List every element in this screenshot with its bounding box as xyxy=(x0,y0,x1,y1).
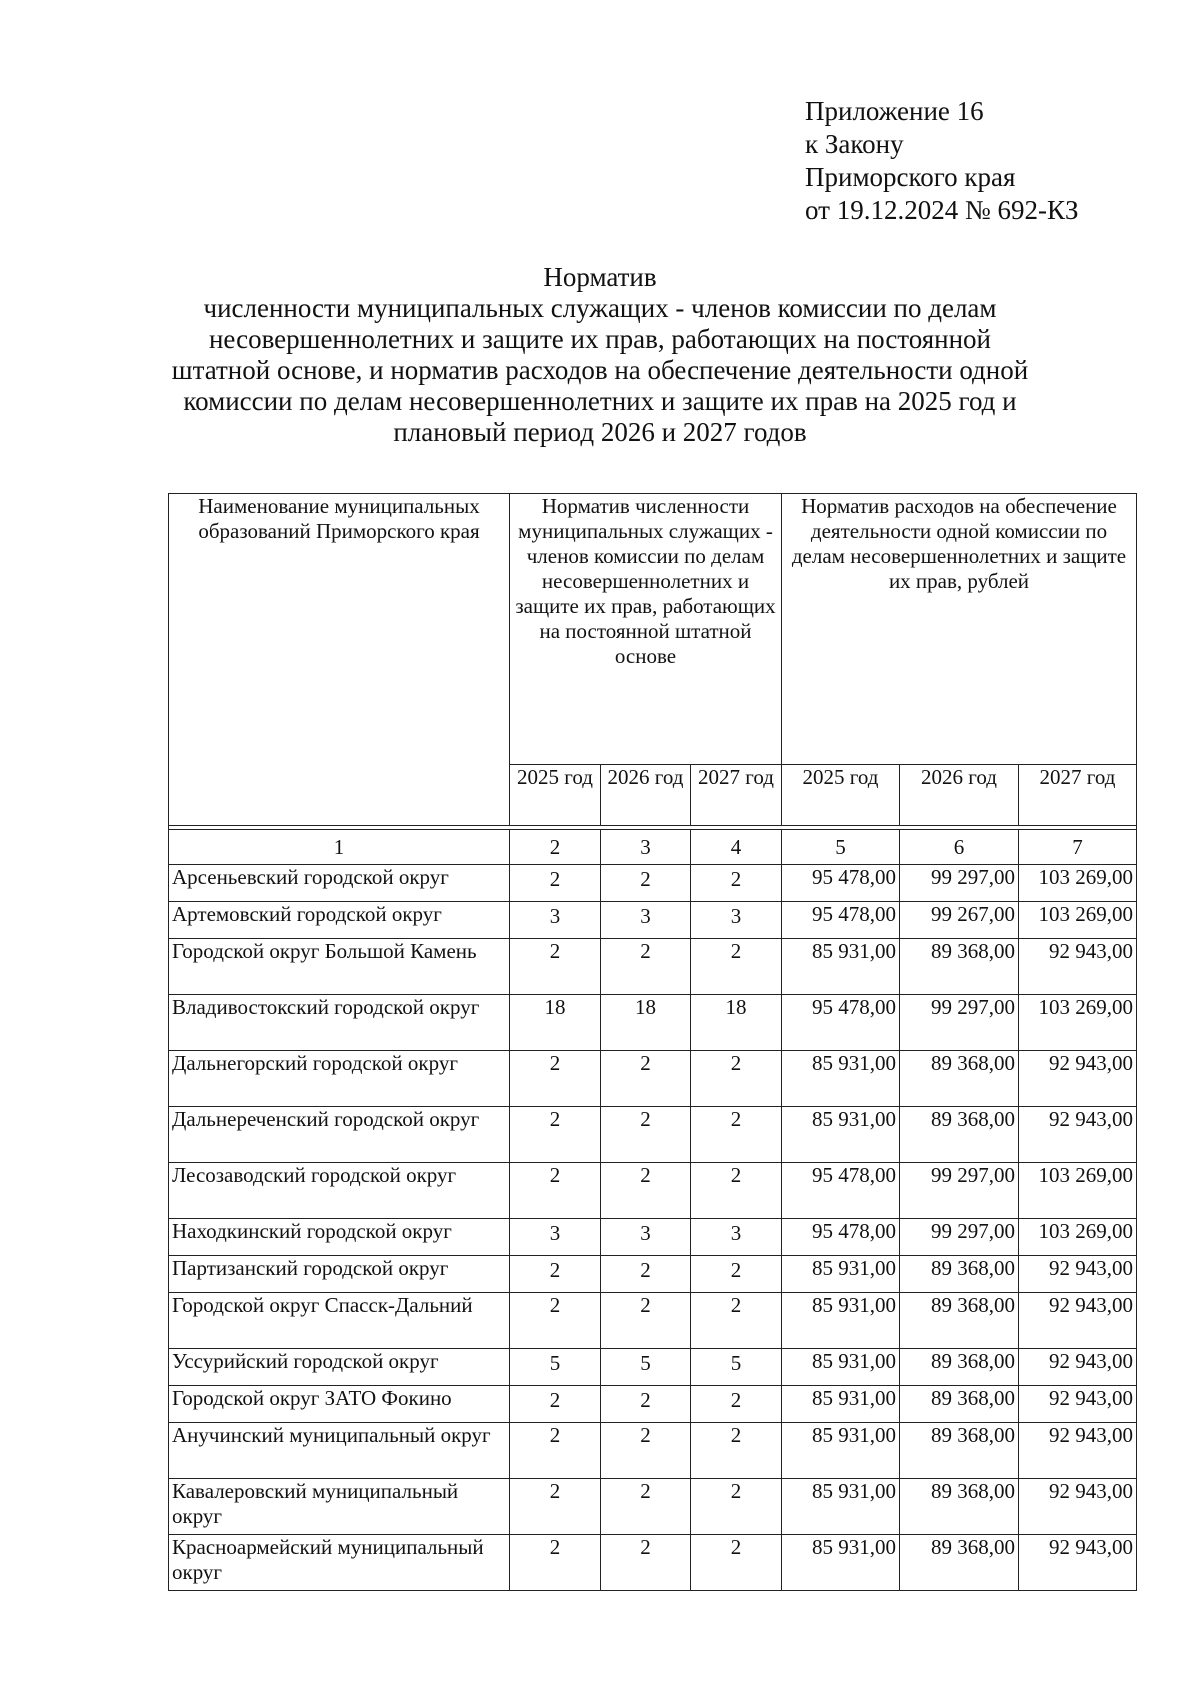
staff-2027: 3 xyxy=(691,1219,782,1256)
cost-2026: 89 368,00 xyxy=(900,1256,1019,1293)
municipality-name: Артемовский городской округ xyxy=(169,902,510,939)
staff-2027: 2 xyxy=(691,1535,782,1591)
table-row xyxy=(169,1107,1137,1163)
municipality-name: Находкинский городской округ xyxy=(169,1219,510,1256)
table-row xyxy=(169,1293,1137,1349)
cost-2025: 85 931,00 xyxy=(782,939,900,995)
cost-2026: 89 368,00 xyxy=(900,1293,1019,1349)
staff-2026: 18 xyxy=(601,995,691,1051)
cost-2026: 89 368,00 xyxy=(900,1386,1019,1423)
staff-2027: 18 xyxy=(691,995,782,1051)
cost-2027: 103 269,00 xyxy=(1019,902,1137,939)
municipality-name: Городской округ ЗАТО Фокино xyxy=(169,1386,510,1423)
appendix-date: от 19.12.2024 № 692-КЗ xyxy=(805,195,1079,225)
staff-2027: 2 xyxy=(691,1256,782,1293)
column-index: 3 xyxy=(601,830,691,865)
cost-2026: 99 297,00 xyxy=(900,1219,1019,1256)
cost-2025: 85 931,00 xyxy=(782,1107,900,1163)
municipality-name: Лесозаводский городской округ xyxy=(169,1163,510,1219)
municipality-name: Арсеньевский городской округ xyxy=(169,865,510,902)
cost-2027: 103 269,00 xyxy=(1019,995,1137,1051)
municipality-name: Городской округ Спасск-Дальний xyxy=(169,1293,510,1349)
cost-2026: 89 368,00 xyxy=(900,1051,1019,1107)
header-cost-year: 2026 год xyxy=(900,765,1019,826)
column-index: 6 xyxy=(900,830,1019,865)
cost-2026: 89 368,00 xyxy=(900,1535,1019,1591)
cost-2027: 92 943,00 xyxy=(1019,1349,1137,1386)
staff-2027: 5 xyxy=(691,1349,782,1386)
staff-2025: 3 xyxy=(510,1219,601,1256)
staff-2026: 5 xyxy=(601,1349,691,1386)
appendix-region: Приморского края xyxy=(805,162,1016,192)
cost-2026: 89 368,00 xyxy=(900,1479,1019,1535)
cost-2025: 95 478,00 xyxy=(782,865,900,902)
cost-2025: 95 478,00 xyxy=(782,1163,900,1219)
staff-2026: 2 xyxy=(601,1386,691,1423)
cost-2025: 95 478,00 xyxy=(782,1219,900,1256)
table-row xyxy=(169,1423,1137,1479)
staff-2026: 2 xyxy=(601,1107,691,1163)
table-row xyxy=(169,1349,1137,1386)
cost-2025: 85 931,00 xyxy=(782,1479,900,1535)
cost-2027: 92 943,00 xyxy=(1019,1051,1137,1107)
table-row xyxy=(169,865,1137,902)
title-line: несовершеннолетних и защите их прав, работающих на постоянной xyxy=(208,324,991,354)
staff-2027: 2 xyxy=(691,1163,782,1219)
staff-2026: 2 xyxy=(601,865,691,902)
column-index-row xyxy=(169,830,1137,865)
staff-2027: 2 xyxy=(691,1107,782,1163)
cost-2025: 85 931,00 xyxy=(782,1256,900,1293)
header-staff-norm: Норматив численности муниципальных служащих - членов комиссии по делам несовершеннолетних и защите их прав, работающих на постоянной штатной основе xyxy=(510,494,782,765)
cost-2026: 99 297,00 xyxy=(900,995,1019,1051)
staff-2025: 2 xyxy=(510,1479,601,1535)
cost-2026: 99 297,00 xyxy=(900,865,1019,902)
title-line: штатной основе, и норматив расходов на обеспечение деятельности одной xyxy=(171,355,1029,385)
staff-2027: 2 xyxy=(691,1293,782,1349)
table-row xyxy=(169,1535,1137,1591)
staff-2026: 3 xyxy=(601,1219,691,1256)
staff-2025: 18 xyxy=(510,995,601,1051)
municipality-name: Кавалеровский муниципальный округ xyxy=(169,1479,510,1535)
table-row xyxy=(169,1163,1137,1219)
table-row xyxy=(169,939,1137,995)
municipality-name: Дальнегорский городской округ xyxy=(169,1051,510,1107)
table-row xyxy=(169,1219,1137,1256)
staff-2025: 2 xyxy=(510,1107,601,1163)
staff-2025: 2 xyxy=(510,1293,601,1349)
column-index: 5 xyxy=(782,830,900,865)
column-index: 4 xyxy=(691,830,782,865)
cost-2027: 92 943,00 xyxy=(1019,1256,1137,1293)
header-staff-year: 2026 год xyxy=(601,765,691,826)
staff-2025: 2 xyxy=(510,865,601,902)
staff-2026: 2 xyxy=(601,1051,691,1107)
staff-2026: 2 xyxy=(601,939,691,995)
staff-2025: 3 xyxy=(510,902,601,939)
cost-2025: 85 931,00 xyxy=(782,1535,900,1591)
column-index: 1 xyxy=(169,830,510,865)
municipality-name: Красноармейский муниципальный округ xyxy=(169,1535,510,1591)
title-line: плановый период 2026 и 2027 годов xyxy=(393,417,807,447)
cost-2025: 85 931,00 xyxy=(782,1386,900,1423)
cost-2025: 95 478,00 xyxy=(782,902,900,939)
cost-2027: 92 943,00 xyxy=(1019,1479,1137,1535)
column-index: 2 xyxy=(510,830,601,865)
cost-2025: 95 478,00 xyxy=(782,995,900,1051)
cost-2026: 89 368,00 xyxy=(900,1423,1019,1479)
staff-2025: 2 xyxy=(510,1051,601,1107)
title-line: Норматив xyxy=(543,262,657,292)
staff-2026: 2 xyxy=(601,1293,691,1349)
staff-2026: 2 xyxy=(601,1479,691,1535)
staff-2025: 2 xyxy=(510,1386,601,1423)
staff-2026: 2 xyxy=(601,1423,691,1479)
staff-2027: 2 xyxy=(691,1423,782,1479)
cost-2025: 85 931,00 xyxy=(782,1293,900,1349)
staff-2026: 2 xyxy=(601,1256,691,1293)
cost-2025: 85 931,00 xyxy=(782,1349,900,1386)
municipality-name: Дальнереченский городской округ xyxy=(169,1107,510,1163)
municipality-name: Владивостокский городской округ xyxy=(169,995,510,1051)
title-line: численности муниципальных служащих - членов комиссии по делам xyxy=(203,293,997,323)
municipality-name: Партизанский городской округ xyxy=(169,1256,510,1293)
column-index: 7 xyxy=(1019,830,1137,865)
table-row xyxy=(169,1051,1137,1107)
header-staff-year: 2027 год xyxy=(691,765,782,826)
table-row xyxy=(169,1386,1137,1423)
header-row xyxy=(169,494,1137,765)
table-row xyxy=(169,902,1137,939)
header-cost-year: 2027 год xyxy=(1019,765,1137,826)
staff-2027: 2 xyxy=(691,865,782,902)
table-row xyxy=(169,1479,1137,1535)
staff-2025: 2 xyxy=(510,1163,601,1219)
cost-2027: 92 943,00 xyxy=(1019,1386,1137,1423)
municipality-name: Уссурийский городской округ xyxy=(169,1349,510,1386)
cost-2027: 103 269,00 xyxy=(1019,865,1137,902)
staff-2026: 3 xyxy=(601,902,691,939)
appendix-law: к Закону xyxy=(805,129,904,159)
header-cost-norm: Норматив расходов на обеспечение деятельности одной комиссии по делам несовершеннолетних и защите их прав, рублей xyxy=(782,494,1137,765)
municipality-name: Городской округ Большой Камень xyxy=(169,939,510,995)
cost-2027: 92 943,00 xyxy=(1019,1423,1137,1479)
staff-2027: 2 xyxy=(691,1479,782,1535)
cost-2025: 85 931,00 xyxy=(782,1051,900,1107)
cost-2026: 99 267,00 xyxy=(900,902,1019,939)
staff-2025: 5 xyxy=(510,1349,601,1386)
municipality-name: Анучинский муниципальный округ xyxy=(169,1423,510,1479)
norms-table xyxy=(168,493,1137,1591)
cost-2027: 92 943,00 xyxy=(1019,1107,1137,1163)
appendix-reference xyxy=(805,95,1078,227)
staff-2027: 2 xyxy=(691,939,782,995)
staff-2025: 2 xyxy=(510,1535,601,1591)
header-staff-year: 2025 год xyxy=(510,765,601,826)
table-row xyxy=(169,1256,1137,1293)
staff-2027: 3 xyxy=(691,902,782,939)
cost-2027: 92 943,00 xyxy=(1019,1535,1137,1591)
title-line: комиссии по делам несовершеннолетних и защите их прав на 2025 год и xyxy=(183,386,1017,416)
cost-2027: 103 269,00 xyxy=(1019,1219,1137,1256)
cost-2026: 89 368,00 xyxy=(900,1107,1019,1163)
cost-2027: 92 943,00 xyxy=(1019,939,1137,995)
staff-2025: 2 xyxy=(510,1256,601,1293)
header-cost-year: 2025 год xyxy=(782,765,900,826)
cost-2025: 85 931,00 xyxy=(782,1423,900,1479)
cost-2027: 103 269,00 xyxy=(1019,1163,1137,1219)
cost-2026: 89 368,00 xyxy=(900,1349,1019,1386)
appendix-number: Приложение 16 xyxy=(805,96,984,126)
staff-2025: 2 xyxy=(510,1423,601,1479)
header-name: Наименование муниципальных образований Приморского края xyxy=(169,494,510,826)
cost-2026: 99 297,00 xyxy=(900,1163,1019,1219)
staff-2026: 2 xyxy=(601,1535,691,1591)
cost-2027: 92 943,00 xyxy=(1019,1293,1137,1349)
cost-2026: 89 368,00 xyxy=(900,939,1019,995)
staff-2027: 2 xyxy=(691,1386,782,1423)
staff-2027: 2 xyxy=(691,1051,782,1107)
document-title xyxy=(150,262,1050,448)
staff-2025: 2 xyxy=(510,939,601,995)
staff-2026: 2 xyxy=(601,1163,691,1219)
table-row xyxy=(169,995,1137,1051)
